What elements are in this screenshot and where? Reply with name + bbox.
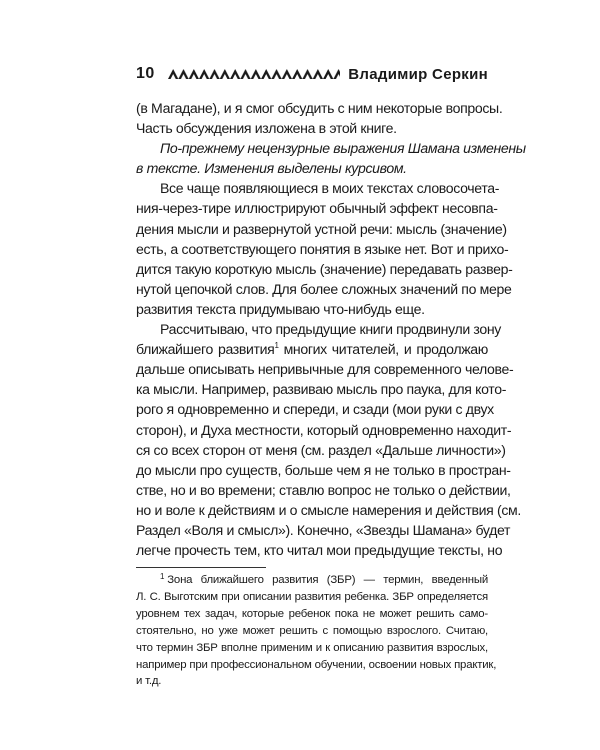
zbr-term: ближайшего развития [136, 341, 275, 358]
text-line [136, 339, 488, 359]
text-line: (в Магадане), и я смог обсудить с ним некоторые вопросы. [136, 100, 503, 116]
footnote-divider [136, 567, 266, 568]
footnote-line: стоятельно, но уже может решить с помощью взрослого. Считаю, [136, 624, 488, 637]
text-line: ния-через-тире иллюстрируют обычный эффект несовпа- [136, 200, 498, 217]
text-line: есть, а соответствующего понятия в языке нет. Вот и прихо- [136, 240, 509, 257]
text-line: ся со всех сторон от меня (см. раздел «Дальше личности») [136, 441, 506, 458]
text-line: рого я одновременно и спереди, и сзади (мои руки с двух [136, 401, 494, 418]
footnote-line: что термин ЗБР вполне применим и к описанию развития взрослых, [136, 641, 488, 654]
text-line: дения мысли и развернутой устной речи: мысль (значение) [136, 220, 507, 237]
text-line: стве, но и во времени; ставлю вопрос не только о действии, [136, 481, 511, 498]
text-line: сторон), и Духа местности, который одновременно находит- [136, 421, 512, 438]
footnote-line [136, 572, 488, 589]
text-line: легче прочесть тем, кто читал мои предыдущие тексты, но [136, 542, 503, 559]
text-line: ка мысли. Например, развиваю мысль про паука, для кото- [136, 381, 507, 398]
text-line: до мысли про существ, больше чем я не только в простран- [136, 461, 511, 478]
footnote-line: и т.д. [136, 675, 162, 688]
text-line: Раздел «Воля и смысл»). Конечно, «Звезды Шамана» будет [136, 521, 511, 538]
text-line: Все чаще появляющиеся в моих текстах словосочета- [160, 180, 500, 197]
text-line: развития текста придумываю что-нибудь еще. [136, 300, 425, 317]
footnote [136, 572, 497, 690]
text-line: Рассчитываю, что предыдущие книги продвинули зону [160, 321, 502, 338]
text-line: но и воле к действиям и о смысле намерения и действия (см. [136, 501, 521, 518]
zbr-continuation: многих читателей, и продолжаю [283, 341, 488, 358]
footnote-line: уровнем тех задач, которые ребенок пока не может решить само- [136, 607, 488, 620]
footnote-line: Л. С. Выготским при описании развития ребенка. ЗБР определяется [136, 590, 488, 603]
tribal-ornament-icon [168, 68, 340, 80]
text-line-italic: в тексте. Изменения выделены курсивом. [136, 160, 407, 177]
running-header [136, 62, 488, 86]
text-line: дится такую короткую мысль (значение) передавать развер- [136, 260, 513, 277]
text-line: дальше описывать непривычные для современного челове- [136, 361, 514, 378]
author-name: Владимир Серкин [348, 65, 488, 83]
footnote-first-text: Зона ближайшего развития (ЗБР) — термин, введенный [167, 574, 488, 586]
text-line-italic: По-прежнему нецензурные выражения Шамана изменены [160, 140, 526, 157]
footnote-ref: 1 [274, 341, 279, 351]
text-line: Часть обсуждения изложена в этой книге. [136, 120, 397, 137]
footnote-line: например при профессиональном обучении, освоении новых практик, [136, 658, 497, 671]
main-text [136, 98, 526, 560]
page-number: 10 [136, 65, 155, 82]
footnote-marker: 1 [160, 572, 165, 581]
text-line: нутой цепочкой слов. Для более сложных значений по мере [136, 280, 512, 297]
